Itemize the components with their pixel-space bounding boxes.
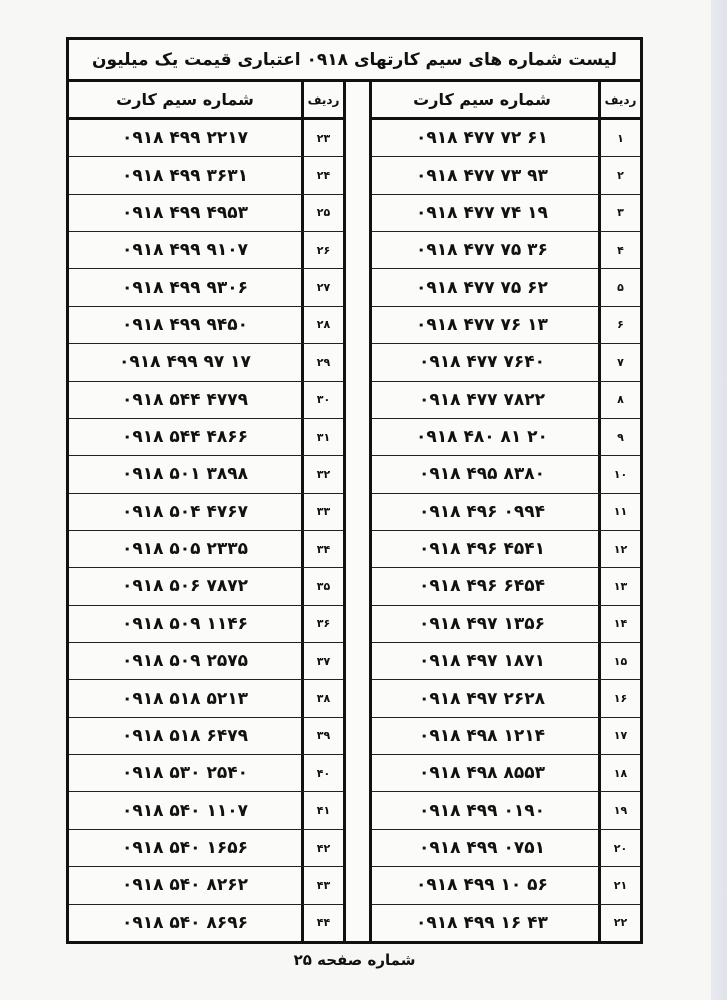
table-row xyxy=(69,232,343,269)
sim-number: ۰۹۱۸ ۴۹۹ ۹۳۰۶ xyxy=(122,277,248,298)
table-row xyxy=(69,755,343,792)
row-number: ۲۲ xyxy=(598,905,640,941)
table-row xyxy=(366,867,640,904)
row-number: ۱۶ xyxy=(598,680,640,716)
row-number: ۵ xyxy=(598,269,640,305)
sim-number: ۰۹۱۸ ۵۴۴ ۴۷۷۹ xyxy=(122,389,248,410)
table-row xyxy=(366,195,640,232)
row-number: ۳۰ xyxy=(301,382,343,418)
table-row xyxy=(69,120,343,157)
row-number: ۱۷ xyxy=(598,718,640,754)
sim-number: ۰۹۱۸ ۴۹۶ ۰۹۹۴ xyxy=(419,501,545,522)
sim-number: ۰۹۱۸ ۴۹۹ ۲۲۱۷ xyxy=(122,128,248,149)
row-number: ۲۸ xyxy=(301,307,343,343)
row-number: ۲۴ xyxy=(301,157,343,193)
table-row xyxy=(69,643,343,680)
sim-number: ۰۹۱۸ ۴۹۵ ۸۳۸۰ xyxy=(419,464,545,485)
sim-number: ۰۹۱۸ ۴۹۹ ۹۷ ۱۷ xyxy=(119,352,251,373)
row-number: ۲۳ xyxy=(301,120,343,156)
row-number: ۴۴ xyxy=(301,905,343,941)
table-row xyxy=(69,269,343,306)
row-number: ۸ xyxy=(598,382,640,418)
table-row xyxy=(366,269,640,306)
page-number: شماره صفحه ۲۵ xyxy=(293,951,416,969)
sim-number: ۰۹۱۸ ۴۹۹ ۳۶۳۱ xyxy=(122,165,248,186)
row-number: ۲۷ xyxy=(301,269,343,305)
row-number: ۶ xyxy=(598,307,640,343)
table-row xyxy=(69,792,343,829)
table-body xyxy=(366,120,640,941)
row-number: ۱۱ xyxy=(598,494,640,530)
row-number: ۳۵ xyxy=(301,568,343,604)
sim-number: ۰۹۱۸ ۴۷۷ ۷۶۴۰ xyxy=(419,352,545,373)
table-row xyxy=(69,382,343,419)
row-number: ۴۰ xyxy=(301,755,343,791)
row-number: ۱۰ xyxy=(598,456,640,492)
table-row xyxy=(366,792,640,829)
row-number: ۳۹ xyxy=(301,718,343,754)
sim-number: ۰۹۱۸ ۴۹۹ ۱۶ ۴۳ xyxy=(416,912,548,933)
row-number: ۳ xyxy=(598,195,640,231)
table-row xyxy=(366,643,640,680)
sim-number: ۰۹۱۸ ۵۴۰ ۱۶۵۶ xyxy=(122,838,248,858)
row-number: ۲ xyxy=(598,157,640,193)
row-number: ۴۱ xyxy=(301,792,343,828)
sim-number: ۰۹۱۸ ۵۰۶ ۷۸۷۲ xyxy=(122,576,248,597)
row-number: ۴۳ xyxy=(301,867,343,903)
table-row xyxy=(69,830,343,867)
sim-number: ۰۹۱۸ ۴۹۹ ۰۷۵۱ xyxy=(419,838,545,858)
row-number: ۳۴ xyxy=(301,531,343,567)
row-number: ۴۲ xyxy=(301,830,343,866)
sim-number: ۰۹۱۸ ۵۰۱ ۳۸۹۸ xyxy=(122,464,248,485)
table-row xyxy=(69,531,343,568)
table-row xyxy=(69,494,343,531)
table-row xyxy=(366,157,640,194)
sim-number: ۰۹۱۸ ۴۹۷ ۱۸۷۱ xyxy=(419,651,545,672)
document-title: لیست شماره های سیم کارتهای ۰۹۱۸ اعتباری قیمت یک میلیون xyxy=(69,40,640,82)
table-row xyxy=(366,531,640,568)
sim-number: ۰۹۱۸ ۵۴۴ ۴۸۶۶ xyxy=(122,427,248,448)
table-row xyxy=(366,232,640,269)
row-number: ۲۰ xyxy=(598,830,640,866)
table-row xyxy=(69,867,343,904)
row-number-header: ردیف xyxy=(301,82,343,117)
sim-number: ۰۹۱۸ ۴۹۷ ۲۶۲۸ xyxy=(419,688,545,709)
row-number: ۲۹ xyxy=(301,344,343,380)
row-number: ۳۱ xyxy=(301,419,343,455)
sim-number: ۰۹۱۸ ۵۱۸ ۶۴۷۹ xyxy=(122,725,248,746)
table-row xyxy=(366,120,640,157)
row-number: ۳۲ xyxy=(301,456,343,492)
table-row xyxy=(69,307,343,344)
table-row xyxy=(69,195,343,232)
table-row xyxy=(69,606,343,643)
sim-number: ۰۹۱۸ ۴۷۷ ۷۲ ۶۱ xyxy=(416,128,548,149)
column-divider xyxy=(343,82,372,941)
sim-number-header: شماره سیم کارت xyxy=(413,90,551,109)
row-number: ۲۵ xyxy=(301,195,343,231)
table-row xyxy=(366,382,640,419)
page-edge xyxy=(711,0,727,1000)
row-number: ۱۳ xyxy=(598,568,640,604)
sim-number: ۰۹۱۸ ۴۹۶ ۴۵۴۱ xyxy=(419,539,545,560)
sim-number: ۰۹۱۸ ۵۰۹ ۲۵۷۵ xyxy=(122,651,248,672)
row-number: ۱۹ xyxy=(598,792,640,828)
sim-number: ۰۹۱۸ ۴۷۷ ۷۸۲۲ xyxy=(419,389,545,410)
row-number: ۱۸ xyxy=(598,755,640,791)
table-row xyxy=(69,419,343,456)
row-number: ۳۸ xyxy=(301,680,343,716)
sim-number: ۰۹۱۸ ۵۰۹ ۱۱۴۶ xyxy=(122,613,248,634)
sim-number: ۰۹۱۸ ۴۹۹ ۱۰ ۵۶ xyxy=(416,875,548,896)
table-header xyxy=(69,82,343,120)
table-row xyxy=(69,344,343,381)
sim-number: ۰۹۱۸ ۴۹۹ ۰۱۹۰ xyxy=(419,800,545,821)
sim-number: ۰۹۱۸ ۴۹۸ ۱۲۱۴ xyxy=(419,725,545,746)
sim-number: ۰۹۱۸ ۴۷۷ ۷۶ ۱۳ xyxy=(416,314,548,335)
table-row xyxy=(366,568,640,605)
table-row xyxy=(366,718,640,755)
sim-number: ۰۹۱۸ ۴۷۷ ۷۵ ۳۶ xyxy=(416,240,548,261)
sim-number: ۰۹۱۸ ۴۹۹ ۴۹۵۳ xyxy=(122,202,248,223)
sim-number: ۰۹۱۸ ۴۹۹ ۹۱۰۷ xyxy=(122,240,248,261)
table-row xyxy=(366,755,640,792)
sim-number: ۰۹۱۸ ۴۹۹ ۹۴۵۰ xyxy=(122,314,248,335)
sim-number: ۰۹۱۸ ۴۷۷ ۷۵ ۶۲ xyxy=(416,277,548,298)
table-row xyxy=(366,456,640,493)
sim-number: ۰۹۱۸ ۵۴۰ ۸۲۶۲ xyxy=(122,875,248,896)
sim-number: ۰۹۱۸ ۴۷۷ ۷۳ ۹۳ xyxy=(416,165,548,186)
table-row xyxy=(69,905,343,941)
sim-number: ۰۹۱۸ ۵۱۸ ۵۲۱۳ xyxy=(122,688,248,709)
table-row xyxy=(69,680,343,717)
row-number: ۳۳ xyxy=(301,494,343,530)
table-row xyxy=(366,680,640,717)
left-table xyxy=(69,82,343,941)
sim-number-header: شماره سیم کارت xyxy=(116,90,254,109)
sim-number: ۰۹۱۸ ۴۹۸ ۸۵۵۳ xyxy=(419,763,545,784)
table-row xyxy=(69,456,343,493)
table-header xyxy=(366,82,640,120)
table-row xyxy=(69,157,343,194)
row-number: ۱ xyxy=(598,120,640,156)
row-number: ۱۲ xyxy=(598,531,640,567)
row-number: ۹ xyxy=(598,419,640,455)
row-number: ۷ xyxy=(598,344,640,380)
row-number: ۲۶ xyxy=(301,232,343,268)
sim-number: ۰۹۱۸ ۴۹۷ ۱۳۵۶ xyxy=(419,613,545,634)
sim-number: ۰۹۱۸ ۵۴۰ ۱۱۰۷ xyxy=(122,800,248,821)
sim-number: ۰۹۱۸ ۵۰۴ ۴۷۶۷ xyxy=(122,501,248,522)
row-number: ۱۴ xyxy=(598,606,640,642)
table-row xyxy=(366,494,640,531)
sim-number: ۰۹۱۸ ۴۷۷ ۷۴ ۱۹ xyxy=(416,202,548,223)
table-row xyxy=(366,606,640,643)
table-row xyxy=(366,307,640,344)
row-number-header: ردیف xyxy=(598,82,640,117)
sim-number: ۰۹۱۸ ۴۹۶ ۶۴۵۴ xyxy=(419,576,545,597)
sim-number: ۰۹۱۸ ۴۸۰ ۸۱ ۲۰ xyxy=(416,427,548,448)
table-row xyxy=(366,905,640,941)
table-row xyxy=(366,419,640,456)
table-row xyxy=(69,718,343,755)
price-list-frame xyxy=(66,37,643,944)
table-row xyxy=(366,344,640,381)
sim-number: ۰۹۱۸ ۵۰۵ ۲۳۳۵ xyxy=(122,539,248,560)
right-table xyxy=(366,82,640,941)
row-number: ۴ xyxy=(598,232,640,268)
table-row xyxy=(366,830,640,867)
row-number: ۳۶ xyxy=(301,606,343,642)
sim-number: ۰۹۱۸ ۵۴۰ ۸۶۹۶ xyxy=(122,912,248,933)
row-number: ۲۱ xyxy=(598,867,640,903)
table-row xyxy=(69,568,343,605)
row-number: ۱۵ xyxy=(598,643,640,679)
row-number: ۳۷ xyxy=(301,643,343,679)
table-body xyxy=(69,120,343,941)
sim-number: ۰۹۱۸ ۵۳۰ ۲۵۴۰ xyxy=(122,763,248,784)
